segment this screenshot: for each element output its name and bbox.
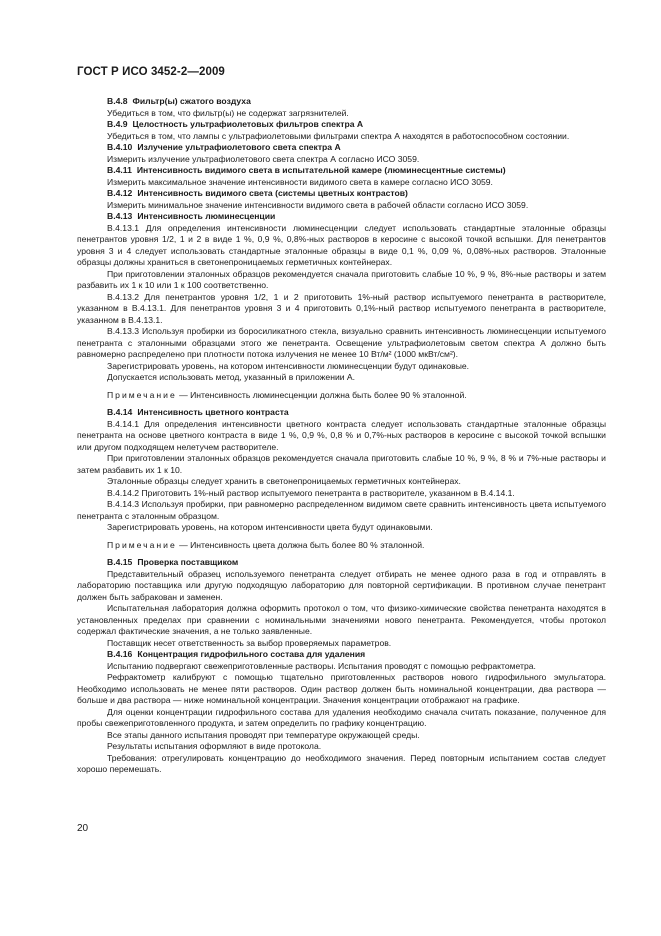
paragraph: В.4.14.3 Используя пробирки, при равномерно распределенном видимом свете сравнить интенсивность цвета испытуемого пенетранта с эталонным образцом.	[77, 499, 606, 521]
paragraph: Измерить минимальное значение интенсивности видимого света в рабочей области согласно ИСО 3059.	[107, 199, 529, 210]
document-body	[77, 96, 606, 776]
paragraph: При приготовлении эталонных образцов рекомендуется сначала приготовить слабые 10 %, 9 %, 8 % и 7%-ные растворы и затем разбавить их 1 к 10.	[77, 453, 606, 475]
section-heading	[77, 165, 606, 177]
section-title: Излучение ультрафиолетового света спектра А	[137, 142, 341, 152]
note-label: Примечание	[107, 389, 177, 400]
paragraph: Испытательная лаборатория должна оформить протокол о том, что физико-химические свойства пенетранта находятся в установленных пределах при сравнении с номинальными значениями нового пенетранта. Рекомендуется, чтобы протокол содержал фактические значения, а не только заявленные.	[77, 603, 606, 636]
section-number: В.4.15	[107, 557, 133, 567]
paragraph: Убедиться в том, что фильтр(ы) не содержат загрязнителей.	[107, 107, 349, 118]
section-title: Интенсивность видимого света в испытательной камере (люминесцентные системы)	[136, 165, 506, 175]
section-number: В.4.9	[107, 119, 128, 129]
paragraph: В.4.13.3 Используя пробирки из боросиликатного стекла, визуально сравнить интенсивность люминесценции испытуемого пенетранта с эталонными образцами этого же пенетранта. Освещение ультрафиолетовым светом спектра А должно быть равномерно распределено при плотности потока излучения не менее 10 Вт/м² (1000 мкВт/см²).	[77, 326, 606, 359]
paragraph: В.4.13.1 Для определения интенсивности люминесценции следует использовать стандартные эталонные образцы пенетрантов уровня 1/2, 1 и 2 в виде 1 %, 0,9 %, 0,8%-ных растворов в керосине с высокой точкой вспышки. Для пенетрантов уровня 3 и 4 следует использовать стандартные эталонные образцы в виде 0,1 %, 0,09 %, 0,08%-ных растворов. Эталонные образцы должны храниться в светонепроницаемых герметичных контейнерах.	[77, 222, 606, 267]
section-title: Интенсивность цветного контраста	[137, 407, 289, 417]
section-title: Проверка поставщиком	[137, 557, 239, 567]
section-number: В.4.16	[107, 649, 133, 659]
section-title: Интенсивность люминесценции	[137, 211, 276, 221]
paragraph: Поставщик несет ответственность за выбор проверяемых параметров.	[107, 637, 392, 648]
paragraph: Эталонные образцы следует хранить в светонепроницаемых герметичных контейнерах.	[107, 476, 461, 486]
paragraph: Результаты испытания оформляют в виде протокола.	[107, 741, 322, 751]
note-label: Примечание	[107, 539, 177, 550]
paragraph: Убедиться в том, что лампы с ультрафиолетовыми фильтрами спектра А находятся в работоспособном состоянии.	[107, 130, 570, 141]
paragraph: Представительный образец используемого пенетранта следует отбирать не менее одного раза в год и отправлять в лабораторию поставщика или другую подходящую лабораторию для повторной сертификации. В противном случае пенетрант должен быть забракован и заменен.	[77, 568, 606, 602]
paragraph: Зарегистрировать уровень, на котором интенсивности цвета будут одинаковыми.	[107, 522, 433, 532]
paragraph: Все этапы данного испытания проводят при температуре окружающей среды.	[107, 729, 420, 740]
paragraph: Испытанию подвергают свежеприготовленные растворы. Испытания проводят с помощью рефрактометра.	[107, 660, 536, 671]
section-heading	[77, 649, 606, 661]
section-heading	[77, 211, 606, 223]
note-text: — Интенсивность люминесценции должна быть более 90 % эталонной.	[176, 389, 467, 400]
section-number: В.4.11	[107, 165, 132, 175]
section-number: В.4.13	[107, 211, 133, 221]
page-number: 20	[77, 823, 89, 834]
note-text: — Интенсивность цвета должна быть более 80 % эталонной.	[176, 539, 425, 550]
section-title: Концентрация гидрофильного состава для удаления	[137, 649, 366, 659]
paragraph: Для оценки концентрации гидрофильного состава для удаления необходимо сначала считать показание, полученное для пробы свежеприготовленного продукта, и затем определить по графику концентрацию.	[77, 706, 606, 728]
section-heading	[77, 142, 606, 154]
section-title: Целостность ультрафиолетовых фильтров спектра А	[132, 119, 364, 129]
section-heading	[77, 119, 606, 131]
section-number: В.4.10	[107, 142, 133, 152]
paragraph: Измерить максимальное значение интенсивности видимого света в камере согласно ИСО 3059.	[107, 176, 493, 187]
section-number: В.4.8	[107, 96, 128, 106]
paragraph: В.4.14.1 Для определения интенсивности цветного контраста следует использовать стандартные эталонные образцы пенетранта на основе цветного контраста в виде 1 %, 0,9 %, 0,8 % и 0,7%-ных растворов в керосине с высокой точкой вспышки или другом подходящем нелетучем растворителе.	[77, 418, 606, 452]
section-title: Фильтр(ы) сжатого воздуха	[132, 96, 251, 106]
section-title: Интенсивность видимого света (системы цветных контрастов)	[137, 188, 408, 198]
note	[77, 390, 606, 402]
document-header: ГОСТ Р ИСО 3452-2—2009	[77, 66, 225, 78]
paragraph: Допускается использовать метод, указанный в приложении А.	[107, 372, 356, 382]
paragraph: Требования: отрегулировать концентрацию до необходимого значения. Перед повторным испытанием состав следует хорошо перемешать.	[77, 752, 606, 774]
paragraph: В.4.13.2 Для пенетрантов уровня 1/2, 1 и 2 приготовить 1%-ный раствор испытуемого пенетранта в растворителе, указанном в В.4.13.1. Для пенетрантов уровня 3 и 4 приготовить 0,1%-ный раствор испытуемого пенетранта в растворителе, указанном в В.4.13.1.	[77, 291, 606, 325]
paragraph: В.4.14.2 Приготовить 1%-ный раствор испытуемого пенетранта в растворителе, указанном в В.4.14.1.	[107, 487, 515, 498]
paragraph: При приготовлении эталонных образцов рекомендуется сначала приготовить слабые 10 %, 9 %, 8%-ные растворы и затем разбавить их 1 к 10 или 1 к 100 соответственно.	[77, 268, 606, 290]
section-heading	[77, 557, 606, 569]
section-number: В.4.12	[107, 188, 133, 198]
section-heading	[77, 407, 606, 419]
paragraph: Измерить излучение ультрафиолетового света спектра А согласно ИСО 3059.	[107, 153, 420, 164]
note	[77, 540, 606, 552]
section-heading	[77, 188, 606, 200]
section-heading	[77, 96, 606, 108]
section-number: В.4.14	[107, 407, 133, 417]
paragraph: Рефрактометр калибруют с помощью тщательно приготовленных растворов нового гидрофильного эмульгатора. Необходимо использовать не менее пяти растворов. Один раствор должен быть номинальной концентрации, два раствора — больше и два раствора — ниже номинальной концентрации. Значения концентрации отображают на графике.	[77, 672, 606, 705]
paragraph: Зарегистрировать уровень, на котором интенсивности люминесценции будут одинаковые.	[107, 360, 470, 371]
